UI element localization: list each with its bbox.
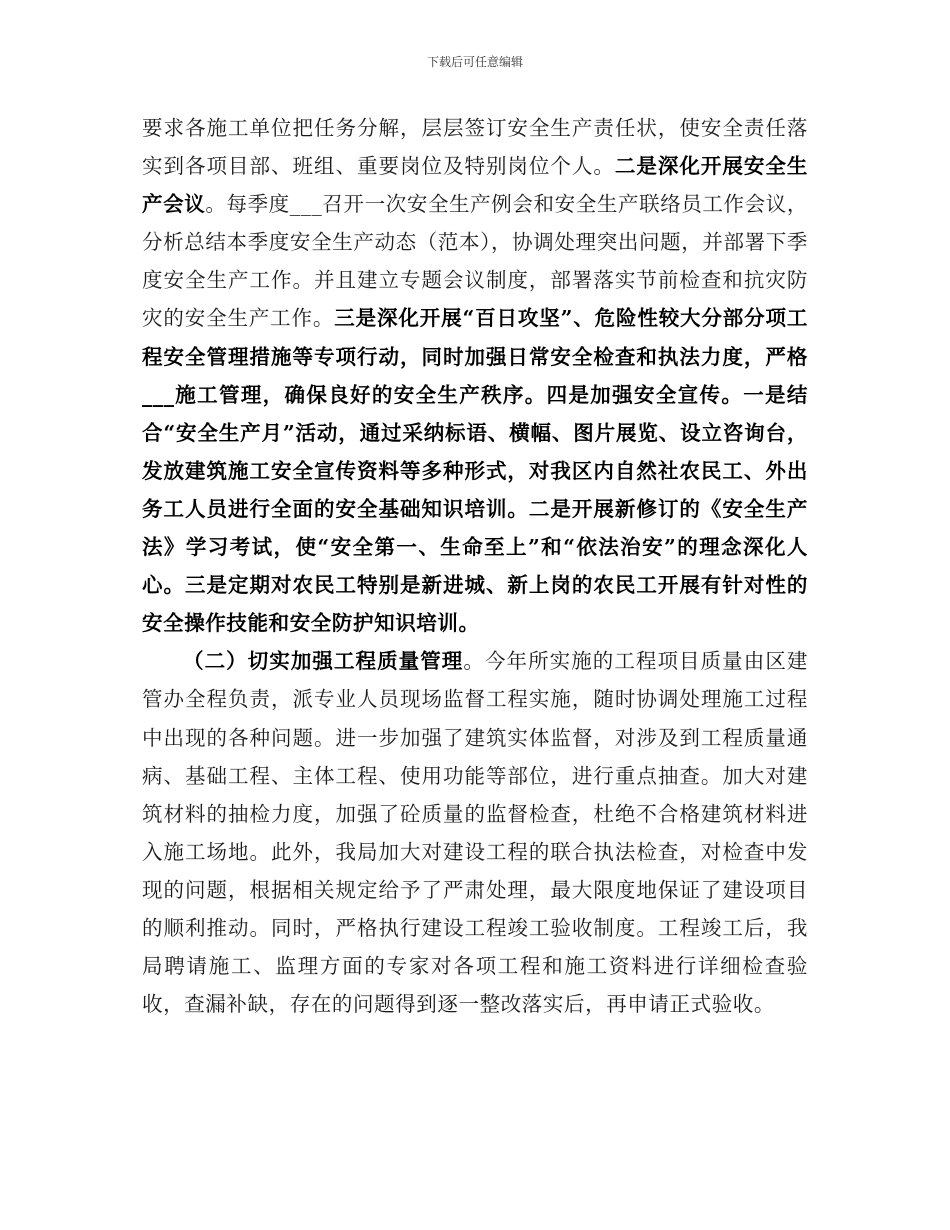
- paragraph-text: 要求各施工单位把任务分解，层层签订安全生产责任状，使安全责任落实到各项目部、班组、重要岗位及特别岗位个人。: [142, 116, 808, 179]
- section-heading-quality: （二）切实加强工程质量管理: [183, 649, 464, 674]
- document-body: [142, 109, 808, 1023]
- bold-heading-safety-meeting: 二是深化开展安全生产会议: [142, 154, 808, 217]
- paragraph-safety-production: [142, 109, 808, 642]
- paragraph-text: 。每季度___召开一次安全生产例会和安全生产联络员工作会议，分析总结本季度安全生产动态（范本），协调处理突出问题，并部署下季度安全生产工作。并且建立专题会议制度，部署落实节前检查和抗灾防灾的安全生产工作。: [142, 192, 808, 331]
- page-header: 下载后可任意编辑: [426, 55, 523, 69]
- bold-text-special-actions: 三是深化开展“百日攻坚”、危险性较大分部分项工程安全管理措施等专项行动，同时加强日常安全检查和执法力度，严格___施工管理，确保良好的安全生产秩序。四是加强安全宣传。一是结合“安全生产月”活动，通过采纳标语、横幅、图片展览、设立咨询台，发放建筑施工安全宣传资料等多种形式，对我区内自然社农民工、外出务工人员进行全面的安全基础知识培训。二是开展新修订的《安全生产法》学习考试，使“安全第一、生命至上”和“依法治安”的理念深化人心。三是定期对农民工特别是新进城、新上岗的农民工开展有针对性的安全操作技能和安全防护知识培训。: [142, 306, 808, 636]
- paragraph-quality-management: [142, 642, 808, 1023]
- paragraph-text: 。今年所实施的工程项目质量由区建管办全程负责，派专业人员现场监督工程实施，随时协调处理施工过程中出现的各种问题。进一步加强了建筑实体监督，对涉及到工程质量通病、基础工程、主体工程、使用功能等部位，进行重点抽查。加大对建筑材料的抽检力度，加强了砼质量的监督检查，杜绝不合格建筑材料进入施工场地。此外，我局加大对建设工程的联合执法检查，对检查中发现的问题，根据相关规定给予了严肃处理，最大限度地保证了建设项目的顺利推动。同时，严格执行建设工程竣工验收制度。工程竣工后，我局聘请施工、监理方面的专家对各项工程和施工资料进行详细检查验收，查漏补缺，存在的问题得到逐一整改落实后，再申请正式验收。: [142, 649, 808, 1017]
